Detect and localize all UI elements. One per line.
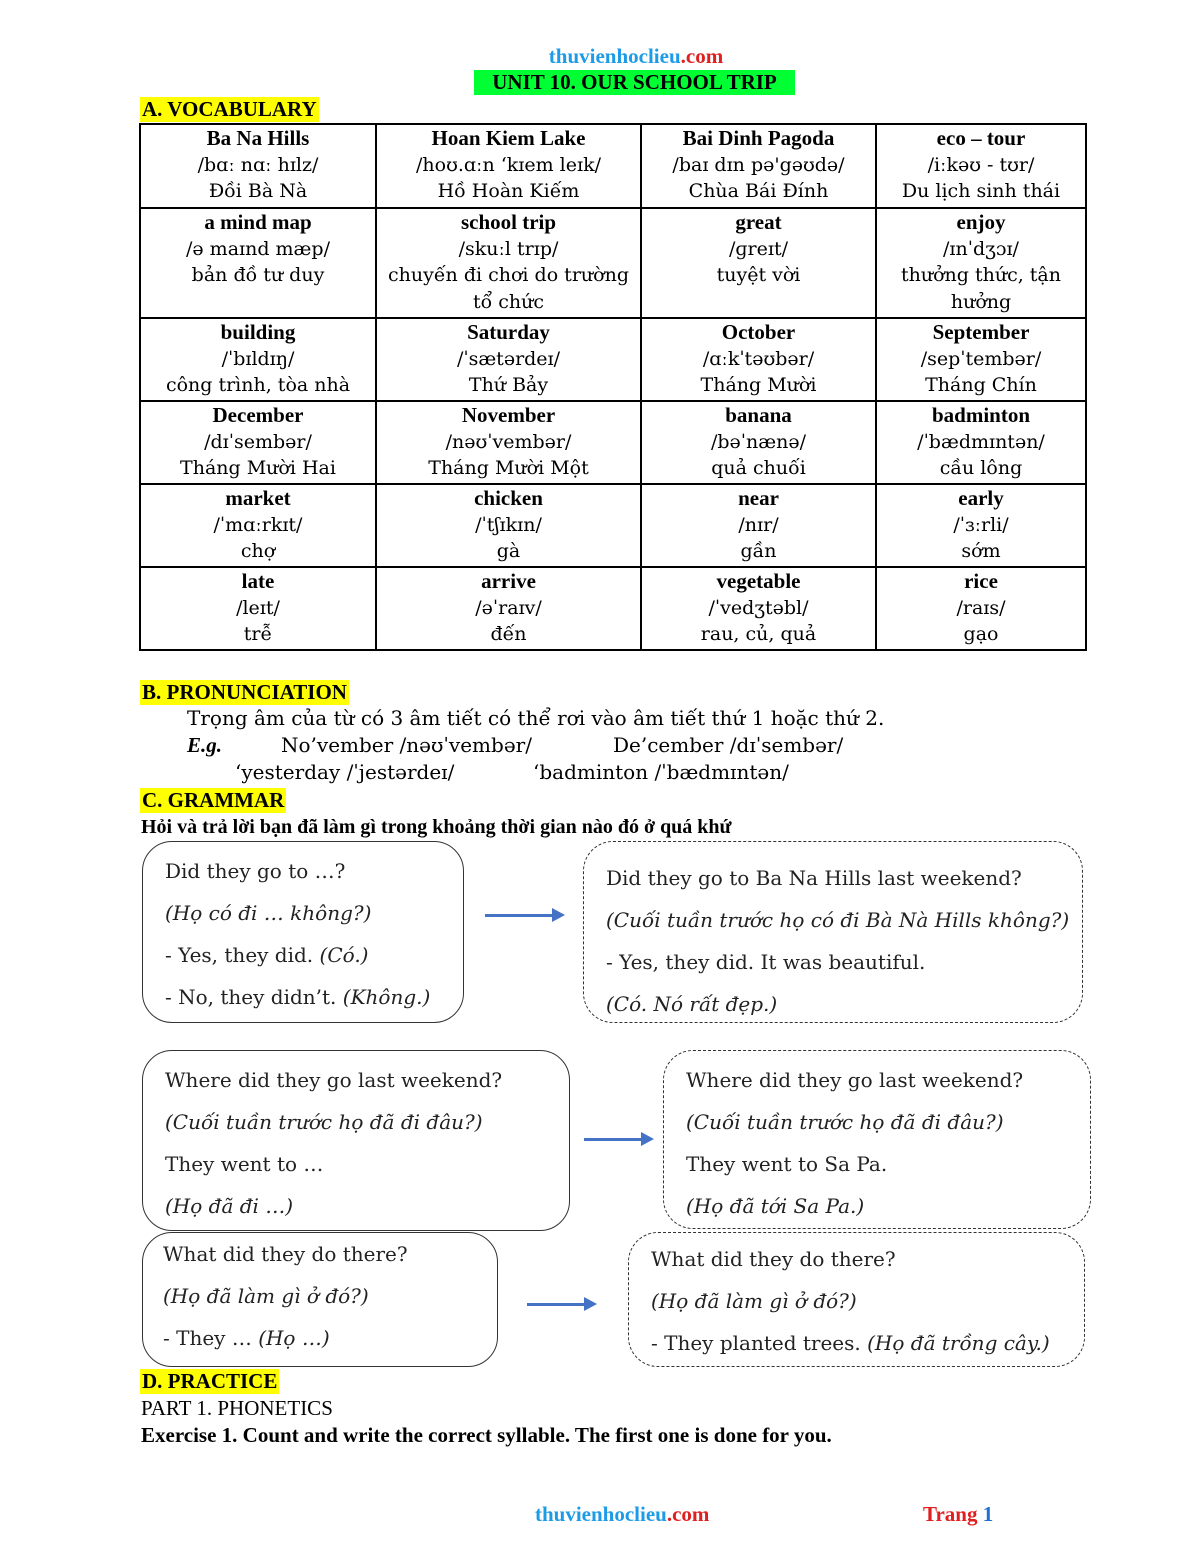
vocab-ipa: /bəˈnænə/ bbox=[710, 430, 806, 453]
vocab-meaning: Tháng Chín bbox=[925, 374, 1037, 396]
vocab-row bbox=[140, 484, 1086, 567]
vocab-cell bbox=[376, 567, 641, 650]
vocab-word: September bbox=[932, 320, 1030, 344]
vocab-meaning: gần bbox=[740, 540, 777, 562]
page-number bbox=[923, 1502, 993, 1527]
box-line: (Họ đã tới Sa Pa.) bbox=[686, 1194, 865, 1218]
vocab-meaning: Du lịch sinh thái bbox=[901, 180, 1061, 202]
box-line: Did they go to …? bbox=[165, 859, 346, 883]
vocab-ipa: /baɪ dɪn pə'gəʊdə/ bbox=[672, 153, 845, 176]
vocab-meaning: sớm bbox=[961, 540, 1001, 562]
box-line: - They … bbox=[163, 1326, 259, 1350]
footer-site bbox=[535, 1502, 709, 1527]
vocab-cell bbox=[641, 401, 876, 484]
pronunciation-rule: Trọng âm của từ có 3 âm tiết có thể rơi vào âm tiết thứ 1 hoặc thứ 2. bbox=[187, 706, 885, 730]
vocab-ipa: /leɪt/ bbox=[236, 596, 280, 619]
section-pronunciation-heading: B. PRONUNCIATION bbox=[142, 680, 347, 704]
vocab-cell bbox=[876, 124, 1086, 208]
vocab-cell bbox=[140, 318, 376, 401]
vocab-word: a mind map bbox=[204, 210, 312, 234]
vocab-ipa: /ˈsætərdeɪ/ bbox=[456, 347, 561, 370]
vocab-meaning: Chùa Bái Đính bbox=[688, 180, 829, 202]
grammar-subtitle: Hỏi và trả lời bạn đã làm gì trong khoảng thời gian nào đó ở quá khứ bbox=[141, 816, 732, 838]
vocab-cell bbox=[641, 484, 876, 567]
example-november: No’vember /nəʊˈvembər/ bbox=[281, 733, 532, 757]
box-line: Where did they go last weekend? bbox=[165, 1068, 503, 1092]
vocab-word: October bbox=[721, 320, 796, 344]
vocab-cell bbox=[876, 401, 1086, 484]
box-line: (Họ …) bbox=[258, 1326, 330, 1350]
vocab-ipa: /sepˈtembər/ bbox=[920, 347, 1042, 370]
vocab-ipa: /ɑːkˈtəʊbər/ bbox=[702, 347, 815, 370]
box-line: What did they do there? bbox=[163, 1242, 408, 1266]
vocab-meaning: Đồi Bà Nà bbox=[208, 180, 308, 202]
box-line: (Cuối tuần trước họ có đi Bà Nà Hills không?) bbox=[606, 908, 1070, 932]
vocab-row bbox=[140, 318, 1086, 401]
box-line: (Cuối tuần trước họ đã đi đâu?) bbox=[686, 1110, 1004, 1134]
vocab-cell bbox=[641, 124, 876, 208]
box-line: - No, they didn’t. bbox=[165, 985, 343, 1009]
footer-site-domain: .com bbox=[666, 1502, 710, 1526]
vocab-ipa: /ˈɜːrli/ bbox=[953, 513, 1009, 536]
vocab-word: early bbox=[958, 486, 1004, 510]
vocab-word: enjoy bbox=[956, 210, 1006, 234]
vocab-meaning: cầu lông bbox=[939, 457, 1023, 479]
vocab-word: Hoan Kiem Lake bbox=[431, 126, 586, 150]
example-badminton: ‘badminton /ˈbædmɪntən/ bbox=[533, 760, 789, 784]
box-line: (Họ đã trồng cây.) bbox=[867, 1331, 1050, 1355]
vocab-meaning: đến bbox=[490, 623, 527, 645]
vocab-ipa: /əˈraɪv/ bbox=[475, 596, 542, 619]
section-grammar-heading: C. GRAMMAR bbox=[142, 788, 285, 812]
vocab-meaning: Tháng Mười Hai bbox=[180, 457, 336, 479]
vocab-ipa: /nəʊˈvembər/ bbox=[445, 430, 572, 453]
vocab-cell bbox=[140, 124, 376, 208]
vocab-meaning: rau, củ, quả bbox=[700, 623, 817, 645]
arrow-right-icon bbox=[485, 914, 553, 917]
box-line: (Họ đã làm gì ở đó?) bbox=[651, 1289, 857, 1313]
grammar-box-what-question bbox=[142, 1232, 498, 1367]
grammar-box-what-example bbox=[628, 1232, 1085, 1367]
grammar-box-where-question bbox=[142, 1050, 570, 1231]
grammar-box-where-example bbox=[663, 1050, 1091, 1229]
box-line: What did they do there? bbox=[651, 1247, 896, 1271]
box-line: (Họ đã làm gì ở đó?) bbox=[163, 1284, 369, 1308]
box-line: Where did they go last weekend? bbox=[686, 1068, 1024, 1092]
vocab-cell bbox=[140, 401, 376, 484]
vocab-cell bbox=[876, 318, 1086, 401]
arrow-right-icon bbox=[584, 1138, 642, 1141]
vocab-cell bbox=[876, 208, 1086, 318]
vocab-cell bbox=[376, 208, 641, 318]
vocab-ipa: /ˈvedʒtəbl/ bbox=[708, 596, 809, 619]
vocab-cell bbox=[376, 124, 641, 208]
vocab-meaning: Tháng Mười bbox=[700, 374, 817, 396]
vocab-ipa: /ə maɪnd mæp/ bbox=[186, 237, 330, 260]
vocab-ipa: /ˈbædmɪntən/ bbox=[917, 430, 1045, 453]
section-vocabulary-heading: A. VOCABULARY bbox=[142, 97, 317, 121]
grammar-box-did-example bbox=[583, 841, 1083, 1023]
vocab-meaning: gà bbox=[496, 540, 521, 562]
vocab-word: banana bbox=[725, 403, 792, 427]
vocab-word: rice bbox=[964, 569, 998, 593]
vocab-cell bbox=[641, 208, 876, 318]
example-december: De’cember /dɪˈsembər/ bbox=[613, 733, 844, 757]
vocab-meaning: Hồ Hoàn Kiếm bbox=[437, 180, 580, 202]
vocab-word: market bbox=[225, 486, 291, 510]
vocab-ipa: /ˈtʃɪkɪn/ bbox=[475, 513, 542, 536]
vocab-word: badminton bbox=[931, 403, 1031, 427]
example-label: E.g. bbox=[187, 733, 223, 757]
vocab-cell bbox=[376, 401, 641, 484]
grammar-box-did-question bbox=[142, 841, 464, 1023]
vocab-meaning: bản đồ tư duy bbox=[191, 264, 325, 286]
vocab-cell bbox=[140, 208, 376, 318]
vocab-ipa: /ɪnˈdʒɔɪ/ bbox=[943, 237, 1019, 260]
vocab-cell bbox=[140, 484, 376, 567]
vocab-ipa: /skuːl trɪp/ bbox=[458, 237, 559, 260]
box-line: They went to … bbox=[165, 1152, 324, 1176]
vocab-cell bbox=[876, 484, 1086, 567]
box-line: (Có.) bbox=[319, 943, 369, 967]
box-line: - Yes, they did. It was beautiful. bbox=[606, 950, 926, 974]
site-name: thuvienhoclieu bbox=[548, 44, 681, 68]
vocab-ipa: /ˈbɪldɪŋ/ bbox=[221, 347, 295, 370]
vocab-cell bbox=[641, 567, 876, 650]
box-line: (Họ có đi … không?) bbox=[165, 901, 372, 925]
box-line: - Yes, they did. bbox=[165, 943, 320, 967]
vocab-ipa: /hoʊ.ɑːn ‘kɪem leɪk/ bbox=[416, 153, 601, 176]
vocab-meaning: thưởng thức, tận hưởng bbox=[900, 264, 1061, 313]
vocab-ipa: /dɪˈsembər/ bbox=[204, 430, 312, 453]
vocab-ipa: /ˈmɑːrkɪt/ bbox=[213, 513, 303, 536]
vocab-ipa: /nɪr/ bbox=[738, 513, 779, 536]
exercise-title: Exercise 1. Count and write the correct syllable. The first one is done for you. bbox=[141, 1423, 832, 1447]
vocab-cell bbox=[376, 484, 641, 567]
part-title: PART 1. PHONETICS bbox=[141, 1396, 333, 1420]
vocab-ipa: /iːkəʊ - tʊr/ bbox=[927, 153, 1035, 176]
vocab-meaning: công trình, tòa nhà bbox=[165, 374, 351, 396]
box-line: - They planted trees. bbox=[651, 1331, 868, 1355]
vocab-cell bbox=[876, 567, 1086, 650]
vocab-word: vegetable bbox=[716, 569, 801, 593]
section-practice-heading: D. PRACTICE bbox=[142, 1369, 278, 1393]
vocab-word: great bbox=[735, 210, 782, 234]
vocab-meaning: chuyến đi chơi do trường tổ chức bbox=[388, 264, 629, 313]
vocab-word: late bbox=[241, 569, 275, 593]
vocab-row bbox=[140, 567, 1086, 650]
site-header bbox=[0, 44, 1200, 69]
site-domain: .com bbox=[680, 44, 724, 68]
vocab-word: Ba Na Hills bbox=[206, 126, 310, 150]
vocab-word: December bbox=[212, 403, 304, 427]
page-num: 1 bbox=[982, 1502, 994, 1526]
box-line: Did they go to Ba Na Hills last weekend? bbox=[606, 866, 1022, 890]
box-line: (Họ đã đi …) bbox=[165, 1194, 294, 1218]
vocab-row bbox=[140, 208, 1086, 318]
vocab-word: arrive bbox=[481, 569, 536, 593]
vocab-cell bbox=[376, 318, 641, 401]
vocab-word: school trip bbox=[460, 210, 557, 234]
vocab-meaning: quả chuối bbox=[711, 457, 806, 479]
vocab-ipa: /bɑː nɑː hɪlz/ bbox=[197, 153, 319, 176]
arrow-right-icon bbox=[527, 1303, 585, 1306]
vocab-word: November bbox=[461, 403, 556, 427]
vocab-row bbox=[140, 124, 1086, 208]
vocab-meaning: chợ bbox=[240, 540, 276, 562]
vocab-ipa: /raɪs/ bbox=[956, 596, 1006, 619]
vocab-cell bbox=[641, 318, 876, 401]
box-line: (Có. Nó rất đẹp.) bbox=[606, 992, 778, 1016]
page-label: Trang bbox=[923, 1502, 983, 1526]
footer-site-name: thuvienhoclieu bbox=[535, 1502, 667, 1526]
unit-title: UNIT 10. OUR SCHOOL TRIP bbox=[474, 70, 795, 95]
box-line: (Không.) bbox=[342, 985, 431, 1009]
vocab-meaning: tuyệt vời bbox=[716, 264, 801, 286]
vocab-word: building bbox=[220, 320, 296, 344]
vocab-word: near bbox=[738, 486, 779, 510]
vocab-ipa: /ɡreɪt/ bbox=[728, 237, 788, 260]
vocab-meaning: trễ bbox=[243, 623, 273, 645]
vocab-row bbox=[140, 401, 1086, 484]
box-line: (Cuối tuần trước họ đã đi đâu?) bbox=[165, 1110, 483, 1134]
vocab-meaning: Thứ Bảy bbox=[468, 374, 549, 396]
example-yesterday: ‘yesterday /ˈjestərdeɪ/ bbox=[235, 760, 455, 784]
vocab-cell bbox=[140, 567, 376, 650]
vocab-meaning: Tháng Mười Một bbox=[428, 457, 589, 479]
vocab-word: Bai Dinh Pagoda bbox=[682, 126, 835, 150]
vocab-word: eco – tour bbox=[936, 126, 1026, 150]
vocab-meaning: gạo bbox=[963, 623, 999, 645]
box-line: They went to Sa Pa. bbox=[686, 1152, 888, 1176]
vocabulary-table bbox=[139, 123, 1087, 651]
vocab-word: chicken bbox=[474, 486, 543, 510]
vocab-word: Saturday bbox=[467, 320, 550, 344]
